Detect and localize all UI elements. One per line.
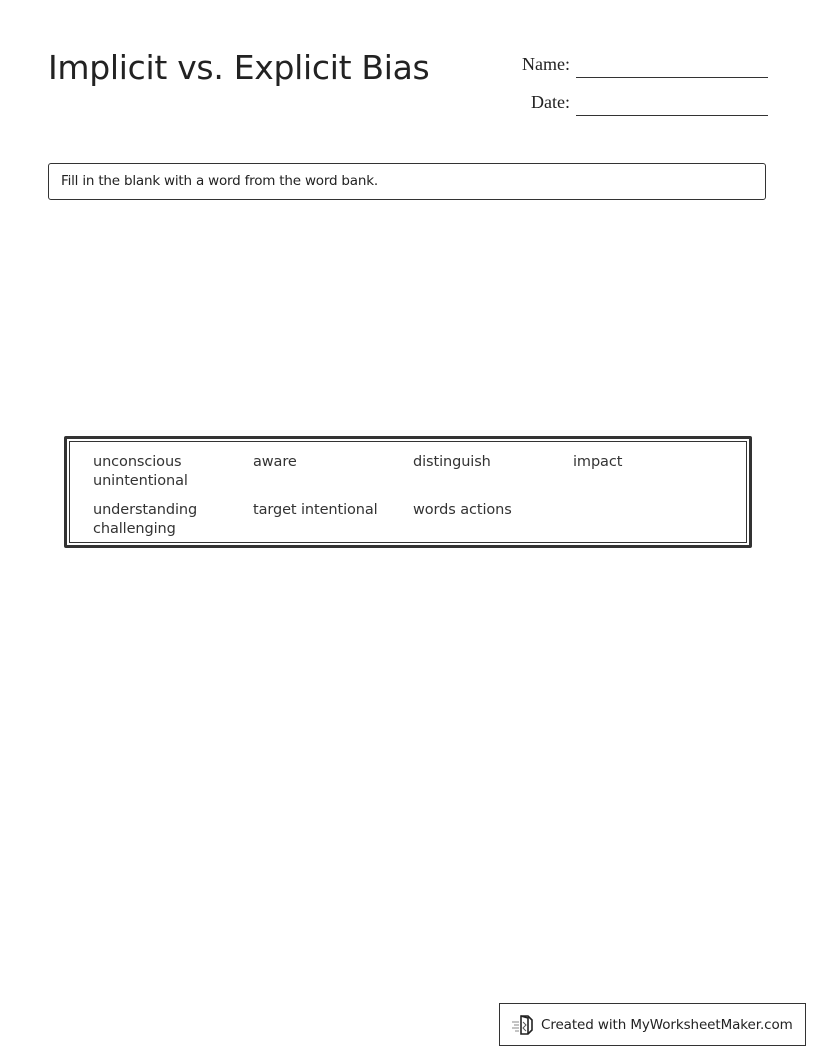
word-bank-item: understanding challenging xyxy=(93,502,198,537)
word-bank-item: impact xyxy=(573,454,623,470)
word-bank-item: target intentional xyxy=(253,502,378,518)
footer-text: Created with MyWorksheetMaker.com xyxy=(541,1016,793,1033)
date-label: Date: xyxy=(531,92,570,112)
word-bank-item: distinguish xyxy=(413,454,491,470)
word-bank-inner xyxy=(69,441,747,543)
worksheet-logo-icon xyxy=(511,1014,535,1036)
word-bank-item: aware xyxy=(253,454,297,470)
name-field[interactable] xyxy=(576,77,768,78)
instructions-text: Fill in the blank with a word from the word bank. xyxy=(61,173,378,189)
footer-badge[interactable] xyxy=(499,1003,806,1046)
worksheet-title: Implicit vs. Explicit Bias xyxy=(48,48,430,87)
word-bank-item: words actions xyxy=(413,502,512,518)
name-label: Name: xyxy=(522,54,570,74)
word-bank-item: unconscious unintentional xyxy=(93,454,188,489)
instructions-box xyxy=(48,163,766,200)
date-field[interactable] xyxy=(576,115,768,116)
word-bank xyxy=(64,436,752,548)
